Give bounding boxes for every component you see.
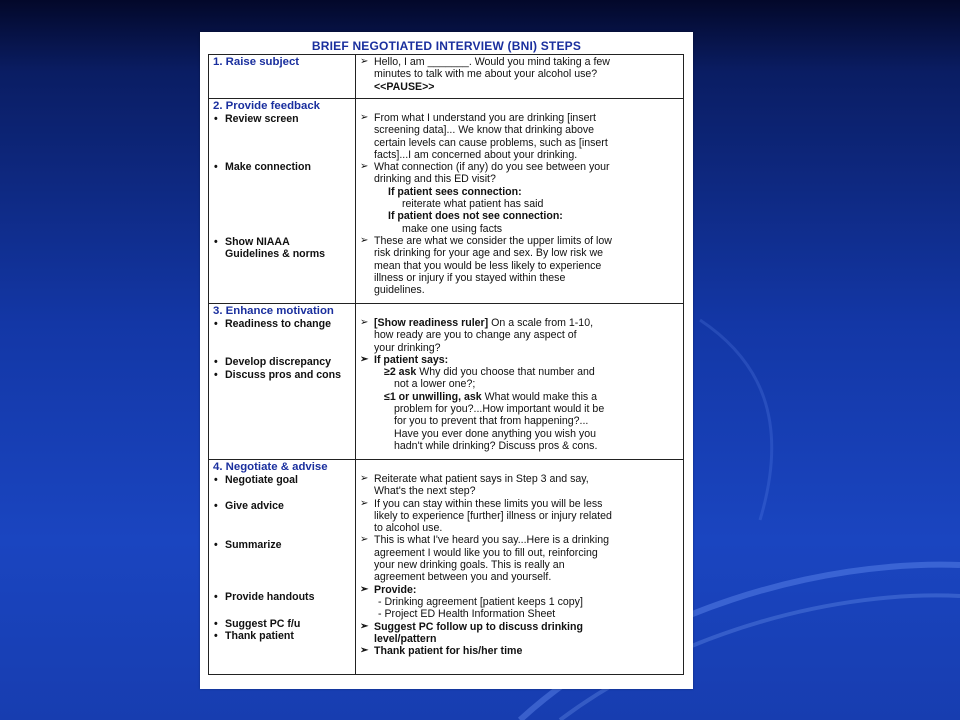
script-line: ➢ From what I understand you are drinking [insert (374, 112, 596, 124)
step-bullet: • Negotiate goal (213, 474, 351, 486)
document-title: BRIEF NEGOTIATED INTERVIEW (BNI) STEPS (311, 39, 582, 53)
script-item (360, 621, 679, 646)
script-line: hadn't while drinking? Discuss pros & cons. (394, 439, 598, 452)
step-bullet: • Provide handouts (213, 591, 351, 603)
script-item (360, 56, 679, 93)
script-cell (356, 304, 684, 460)
script-line: ➢ If you can stay within these limits you will be less (374, 497, 603, 510)
step-bullet: • Review screen (213, 113, 351, 125)
step-bullet-continuation: Guidelines & norms (225, 247, 326, 260)
script-line: ➢ Reiterate what patient says in Step 3 and say, (374, 473, 589, 485)
step-bullet: • Discuss pros and cons (213, 369, 351, 381)
script-text: What would make this a (481, 390, 598, 403)
script-line: If patient sees connection: (388, 185, 522, 198)
script-line: guidelines. (374, 284, 425, 297)
script-line: to alcohol use. (374, 522, 443, 535)
script-line: risk drinking for your age and sex. By low risk we (374, 247, 604, 260)
script-line: reiterate what patient has said (402, 198, 544, 211)
script-line (360, 366, 679, 378)
script-line: for you to prevent that from happening?... (394, 415, 589, 428)
script-text: Why did you choose that number and (416, 366, 595, 379)
script-line: mean that you would be less likely to experience (374, 259, 602, 272)
script-item (360, 534, 679, 583)
table-row (209, 460, 684, 675)
script-line: <<PAUSE>> (374, 80, 435, 93)
step-bullet: • Suggest PC f/u (213, 618, 351, 630)
script-line: your new drinking goals. This is really an (374, 559, 565, 572)
script-item (360, 235, 679, 296)
script-line: ➢ What connection (if any) do you see between your (374, 161, 610, 174)
script-line: agreement between you and yourself. (374, 571, 552, 584)
table-row (209, 304, 684, 460)
bni-steps-table (208, 54, 684, 675)
script-item: ➢ If patient says: (360, 354, 679, 366)
script-item: ➢ Thank patient for his/her time (360, 645, 679, 657)
table-row (209, 55, 684, 99)
script-line (360, 391, 679, 403)
script-line: ➢ These are what we consider the upper limits of low (374, 234, 612, 247)
section-heading: 4. Negotiate & advise (213, 461, 328, 473)
step-cell (209, 304, 356, 460)
step-cell (209, 55, 356, 99)
script-line: screening data]... We know that drinking above (374, 124, 595, 137)
script-line: - Project ED Health Information Sheet (378, 608, 556, 621)
script-line: level/pattern (374, 632, 437, 645)
step-cell (209, 460, 356, 675)
script-line: ➢ Hello, I am _______. Would you mind taking a few (374, 56, 610, 68)
script-line: - Drinking agreement [patient keeps 1 copy] (378, 595, 583, 608)
bni-document-page (200, 32, 693, 689)
section-heading: 3. Enhance motivation (213, 305, 334, 317)
script-line: What's the next step? (374, 485, 476, 498)
section-heading: 1. Raise subject (213, 56, 300, 68)
script-item (360, 317, 679, 354)
script-cell (356, 55, 684, 99)
script-item (360, 161, 679, 186)
script-emphasis: [Show readiness ruler] (374, 317, 489, 329)
script-line: your drinking? (374, 341, 441, 354)
step-bullet: • Readiness to change (213, 318, 351, 330)
script-line: ➢ This is what I've heard you say...Here is a drinking (374, 534, 609, 547)
script-cell (356, 460, 684, 675)
script-line: ➢ Suggest PC follow up to discuss drinking (374, 620, 583, 633)
script-line: facts]...I am concerned about your drinking. (374, 148, 578, 161)
script-line: likely to experience [further] illness or injury related (374, 509, 612, 522)
script-item (360, 498, 679, 535)
script-cell (356, 99, 684, 304)
step-cell (209, 99, 356, 304)
script-line: not a lower one?; (394, 378, 476, 391)
script-emphasis: ≥2 ask (384, 366, 417, 379)
script-item (360, 112, 679, 161)
script-line: Have you ever done anything you wish you (394, 427, 596, 440)
script-line: agreement I would like you to fill out, reinforcing (374, 546, 598, 559)
script-text: On a scale from 1-10, (488, 317, 594, 329)
script-item: ➢ Provide: (360, 584, 679, 596)
step-bullet: • Develop discrepancy (213, 356, 351, 368)
script-line: If patient does not see connection: (388, 210, 563, 223)
step-bullet: • Thank patient (213, 630, 351, 642)
script-line: drinking and this ED visit? (374, 173, 496, 186)
script-emphasis: ≤1 or unwilling, ask (384, 390, 482, 403)
script-line: make one using facts (402, 222, 503, 235)
script-line (374, 317, 679, 329)
script-item (360, 473, 679, 498)
script-line: problem for you?...How important would it be (394, 403, 605, 416)
script-line: certain levels can cause problems, such as [insert (374, 136, 608, 149)
step-bullet: • Summarize (213, 539, 351, 551)
script-line: illness or injury if you stayed within these (374, 271, 566, 284)
section-heading: 2. Provide feedback (213, 100, 320, 112)
step-bullet: • Make connection (213, 161, 351, 173)
step-bullet: • Show NIAAA (213, 236, 351, 248)
script-line: minutes to talk with me about your alcohol use? (374, 68, 598, 81)
step-bullet: • Give advice (213, 500, 351, 512)
script-line: how ready are you to change any aspect of (374, 329, 577, 342)
table-row (209, 99, 684, 304)
